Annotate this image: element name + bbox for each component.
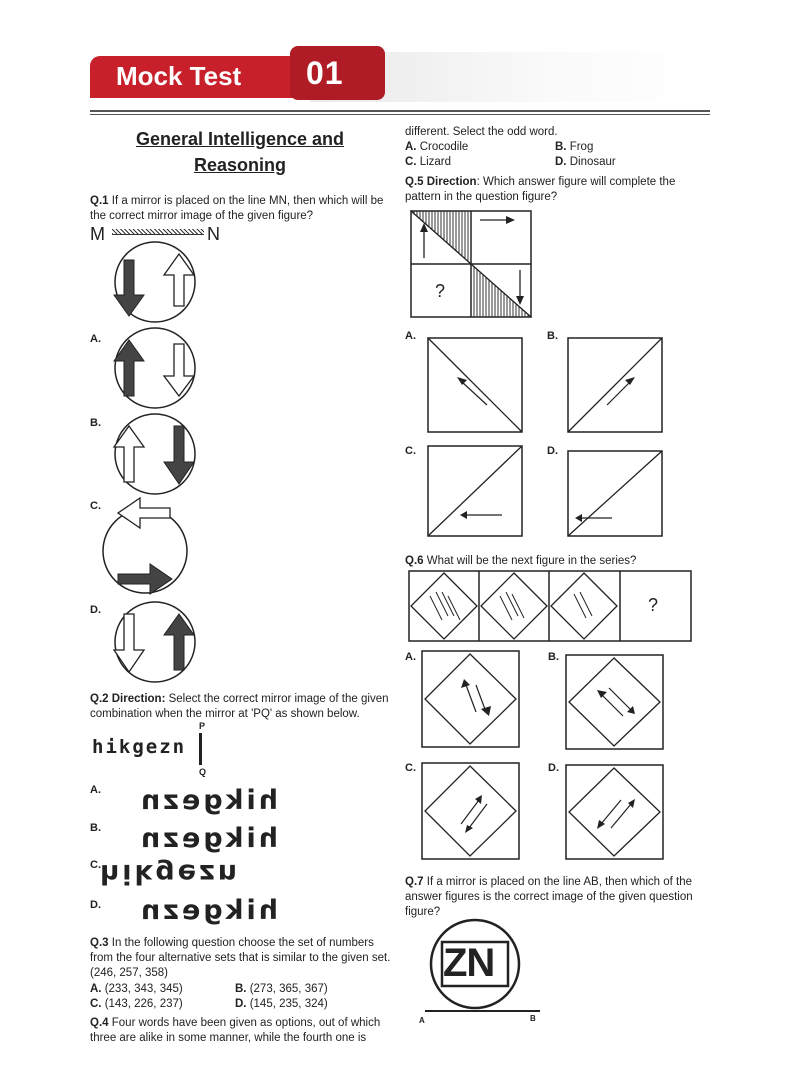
q4-option-b-label: B. — [555, 141, 567, 153]
q6-option-d-figure[interactable] — [565, 764, 664, 860]
q3-option-a-label: A. — [90, 983, 102, 995]
q7-text — [405, 875, 705, 920]
q1-option-d-figure[interactable] — [100, 600, 210, 684]
q6-question: What will be the next figure in the series? — [426, 555, 637, 567]
q1-number: Q.1 — [90, 195, 109, 207]
q1-m-label: M — [90, 224, 105, 244]
q5-option-d-label[interactable]: D. — [547, 445, 558, 457]
q2-option-d-text: hikgezn — [137, 895, 278, 926]
q3-option-b[interactable] — [235, 982, 328, 997]
q5-option-a-figure[interactable] — [427, 337, 523, 433]
q1-mirror-line — [112, 229, 204, 235]
q2-option-d-label[interactable]: D. — [90, 899, 101, 911]
q6-option-a-figure[interactable] — [421, 650, 520, 748]
q5-question-figure — [410, 210, 532, 318]
q4-option-a-label: A. — [405, 141, 417, 153]
q5-number: Q.5 Direction — [405, 176, 477, 188]
q2-option-b-wrap[interactable] — [100, 823, 280, 855]
q4-option-b-text: Frog — [569, 141, 594, 153]
q7-a-label: A — [419, 1016, 425, 1025]
q6-option-c-figure[interactable] — [421, 762, 520, 860]
q4-text — [90, 1016, 390, 1046]
q6-option-c-label[interactable]: C. — [405, 762, 416, 774]
q3-option-c-label: C. — [90, 998, 102, 1010]
header-label: Mock Test — [116, 61, 242, 91]
q3-option-a-text: (233, 343, 345) — [104, 983, 183, 995]
q1-option-c-figure[interactable] — [100, 496, 210, 600]
q2-option-c-label[interactable]: C. — [90, 859, 101, 871]
q4-question-end: different. Select the odd word. — [405, 126, 558, 138]
q6-option-d-label[interactable]: D. — [548, 762, 559, 774]
q1-question: If a mirror is placed on the line MN, then which will be the correct mirror image of the given figure? — [90, 195, 384, 222]
q4-number: Q.4 — [90, 1017, 109, 1029]
q3-option-c[interactable] — [90, 997, 183, 1012]
q3-text — [90, 936, 395, 981]
header-rule-top — [90, 110, 710, 112]
q3-option-d-text: (145, 235, 324) — [249, 998, 328, 1010]
q1-n-label: N — [207, 224, 220, 244]
q5-option-c-label[interactable]: C. — [405, 445, 416, 457]
q2-option-b-text: hikgezn — [137, 823, 278, 854]
header-banner — [90, 52, 710, 102]
header-number: 01 — [306, 55, 344, 91]
q4-option-a-text: Crocodile — [419, 141, 469, 153]
q6-option-b-label[interactable]: B. — [548, 651, 559, 663]
q1-question-figure — [100, 240, 210, 324]
q7-question: If a mirror is placed on the line AB, then which of the answer figures is the correct image of the given question figure? — [405, 876, 693, 918]
q1-option-c-label[interactable]: C. — [90, 500, 101, 512]
q5-missing-mark: ? — [435, 281, 446, 301]
q2-number: Q.2 Direction: — [90, 693, 166, 705]
q2-q-label: Q — [199, 767, 207, 777]
q1-option-b-figure[interactable] — [100, 412, 210, 496]
q2-word: hikgezn — [92, 736, 187, 758]
q3-option-d[interactable] — [235, 997, 328, 1012]
q2-option-c-text: hikgezn — [100, 858, 241, 889]
q4-option-d-text: Dinosaur — [569, 156, 616, 168]
q3-option-b-label: B. — [235, 983, 247, 995]
q2-option-a-wrap[interactable] — [100, 785, 280, 817]
header-rule-bottom — [90, 114, 710, 115]
q5-option-b-label[interactable]: B. — [547, 330, 558, 342]
q3-option-a[interactable] — [90, 982, 183, 997]
q1-option-d-label[interactable]: D. — [90, 604, 101, 616]
q2-option-d-wrap[interactable] — [100, 895, 280, 927]
q1-option-a-figure[interactable] — [100, 326, 210, 410]
q7-b-label: B — [530, 1014, 536, 1023]
q6-missing-mark: ? — [648, 595, 659, 615]
q4-option-a[interactable] — [405, 140, 468, 155]
page-title — [90, 126, 390, 178]
q5-question: : Which answer figure will complete the pattern in the question figure? — [405, 176, 676, 203]
q6-number: Q.6 — [405, 555, 424, 567]
q2-text — [90, 692, 390, 722]
q3-number: Q.3 — [90, 937, 109, 949]
q5-option-c-figure[interactable] — [427, 445, 523, 537]
q2-option-a-label[interactable]: A. — [90, 784, 101, 796]
q4-option-d-label: D. — [555, 156, 567, 168]
q2-option-b-label[interactable]: B. — [90, 822, 101, 834]
q2-p-label: P — [199, 721, 206, 731]
page-title-line1: General Intelligence and — [135, 129, 345, 149]
q2-option-a-text: hikgezn — [137, 785, 278, 816]
q4-option-c-label: C. — [405, 156, 417, 168]
q2-question: Select the correct mirror image of the given combination when the mirror at 'PQ' as shown below. — [90, 693, 389, 720]
q4-option-c[interactable] — [405, 155, 451, 170]
q2-option-c-wrap[interactable] — [100, 858, 280, 890]
q3-option-b-text: (273, 365, 367) — [249, 983, 328, 995]
q3-option-c-text: (143, 226, 237) — [104, 998, 183, 1010]
q3-given-set: (246, 257, 358) — [90, 967, 169, 979]
q7-figure-text: ZN — [443, 941, 495, 985]
q2-mirror-line — [199, 733, 202, 765]
q5-option-d-figure[interactable] — [567, 450, 663, 537]
q6-option-a-label[interactable]: A. — [405, 651, 416, 663]
q1-option-b-label[interactable]: B. — [90, 417, 101, 429]
q4-option-d[interactable] — [555, 155, 616, 170]
q1-option-a-label[interactable]: A. — [90, 333, 101, 345]
q5-option-a-label[interactable]: A. — [405, 330, 416, 342]
q3-question: In the following question choose the set of numbers from the four alternative sets that is similar to the given set. — [90, 937, 391, 964]
q7-number: Q.7 — [405, 876, 424, 888]
q1-text — [90, 194, 390, 224]
q3-option-d-label: D. — [235, 998, 247, 1010]
q5-option-b-figure[interactable] — [567, 337, 663, 433]
page-title-line2: Reasoning — [193, 155, 286, 175]
q4-option-b[interactable] — [555, 140, 593, 155]
q6-option-b-figure[interactable] — [565, 654, 664, 750]
q4-option-c-text: Lizard — [419, 156, 452, 168]
q6-text — [405, 554, 636, 569]
q5-text — [405, 175, 705, 205]
q4-question-start: Four words have been given as options, out of which three are alike in some manner, while the fourth one is — [90, 1017, 381, 1044]
